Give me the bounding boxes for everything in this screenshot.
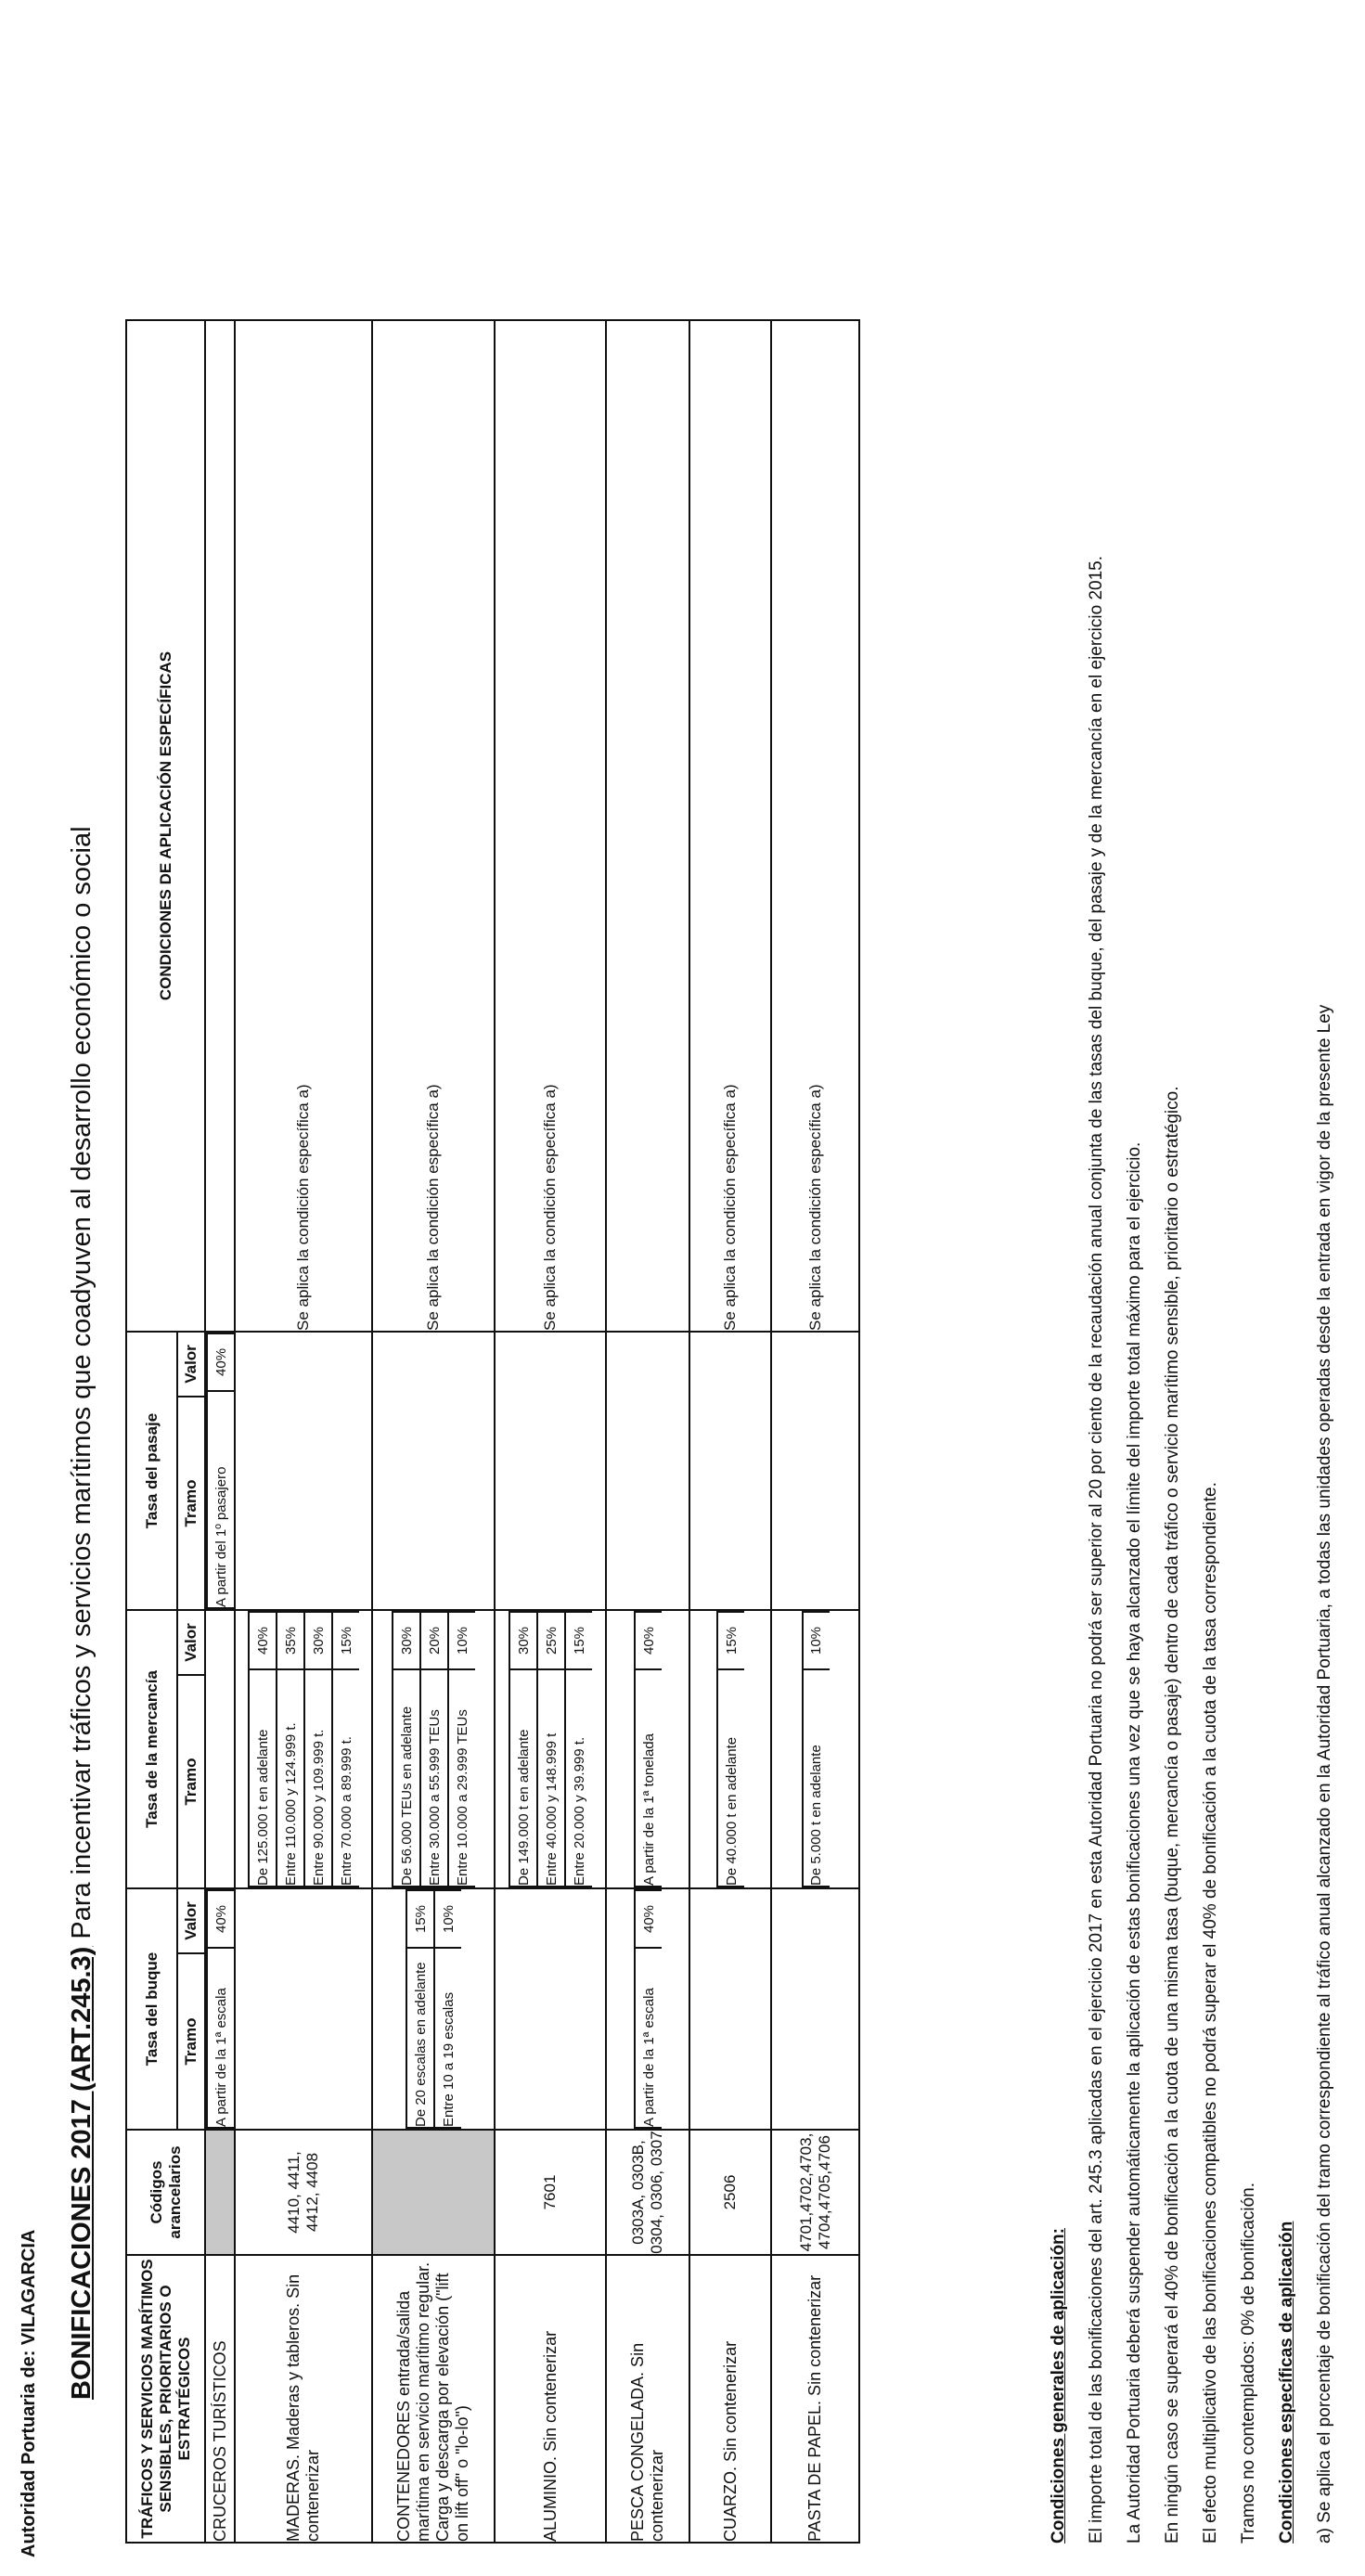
table-row <box>235 320 372 2543</box>
buque-tramo: De 20 escalas en adelante <box>406 1948 434 2128</box>
mercancia-valor: 20% <box>420 1612 448 1669</box>
mercancia-tramo-row <box>565 1612 592 1887</box>
mercancia-tramo-row <box>332 1612 359 1887</box>
mercancia-tramo: De 40.000 t en adelante <box>717 1669 744 1887</box>
header-buque-valor: Valor <box>177 1888 205 1953</box>
pasaje-tramo: A partir del 1º pasajero <box>207 1391 234 1608</box>
mercancia-valor: 35% <box>277 1612 304 1669</box>
buque-tramos <box>634 1889 662 2129</box>
row-codigos <box>205 2130 235 2255</box>
pasaje-cell <box>235 1332 372 1610</box>
buque-cell <box>606 1888 689 2130</box>
table-body <box>205 320 859 2543</box>
specific-conditions-heading: Condiciones específicas de aplicación <box>1277 2221 1296 2544</box>
mercancia-valor: 10% <box>803 1612 830 1669</box>
general-condition-item: Tramos no contemplados: 0% de bonificación. <box>1239 2182 1258 2544</box>
mercancia-tramos <box>392 1611 475 1887</box>
mercancia-tramos <box>248 1611 359 1887</box>
mercancia-tramo: Entre 30.000 a 55.999 TEUs <box>420 1669 448 1887</box>
row-trafico: ALUMINIO. Sin contenerizar <box>495 2255 606 2543</box>
mercancia-tramo: A partir de la 1ª tonelada <box>635 1669 662 1887</box>
mercancia-valor: 30% <box>304 1612 332 1669</box>
row-trafico: PASTA DE PAPEL. Sin contenerizar <box>771 2255 859 2543</box>
general-condition-item: La Autoridad Portuaria deberá suspender automáticamente la aplicación de estas bonificaciones una vez que se haya alcanzado el límite del importe total máximo para el ejercicio. <box>1125 1141 1144 2544</box>
mercancia-valor: 10% <box>448 1612 475 1669</box>
organization-label: Autoridad Portuaria de: VILAGARCIA <box>19 2229 39 2557</box>
general-condition-item: En ningún caso se superará el 40% de bonificación a la cuota de una misma tasa (buque, mercancía o pasaje) dentro de cada tráfico o servicio marítimo sensible, prioritario o estratégico. <box>1163 1086 1182 2544</box>
mercancia-valor: 30% <box>509 1612 537 1669</box>
pasaje-cell <box>372 1332 495 1610</box>
mercancia-valor: 15% <box>717 1612 744 1669</box>
row-condicion <box>606 320 689 1332</box>
header-condiciones: CONDICIONES DE APLICACIÓN ESPECÍFICAS <box>126 320 205 1332</box>
mercancia-tramo: Entre 70.000 a 89.999 t. <box>332 1669 359 1887</box>
buque-cell <box>235 1888 372 2130</box>
mercancia-tramo: Entre 20.000 y 39.999 t. <box>565 1669 592 1887</box>
bonificaciones-table <box>125 319 860 2544</box>
row-codigos: 2506 <box>689 2130 771 2255</box>
header-trafico: TRÁFICOS Y SERVICIOS MARÍTIMOS SENSIBLES, PRIORITARIOS O ESTRATÉGICOS <box>126 2255 205 2543</box>
buque-tramo-row <box>434 1890 461 2128</box>
buque-tramo: A partir de la 1ª escala <box>635 1948 662 2128</box>
buque-cell <box>372 1888 495 2130</box>
row-codigos: 7601 <box>495 2130 606 2255</box>
row-condicion <box>205 320 235 1332</box>
row-condicion: Se aplica la condición específica a) <box>235 320 372 1332</box>
buque-valor: 40% <box>635 1890 662 1948</box>
header-codigos: Códigos arancelarios <box>126 2130 205 2255</box>
general-condition-item: El efecto multiplicativo de las bonificaciones compatibles no podrá superar el 40% de bonificación a la cuota de la tasa correspondiente. <box>1201 1482 1220 2544</box>
mercancia-cell <box>689 1610 771 1888</box>
row-trafico: CUARZO. Sin contenerizar <box>689 2255 771 2543</box>
mercancia-tramo-row <box>635 1612 662 1887</box>
mercancia-tramo: De 125.000 t en adelante <box>249 1669 277 1887</box>
row-codigos: 4410, 4411, 4412, 4408 <box>235 2130 372 2255</box>
buque-tramo-row <box>406 1890 434 2128</box>
pasaje-cell <box>205 1332 235 1610</box>
row-trafico: CONTENEDORES entrada/salida marítima en servicio marítimo regular. Carga y descarga por elevación ("lift on lift off" o "lo-lo") <box>372 2255 495 2543</box>
header-tasa-mercancia: Tasa de la mercancía <box>126 1610 177 1888</box>
mercancia-tramo-row <box>304 1612 332 1887</box>
header-tasa-buque: Tasa del buque <box>126 1888 177 2130</box>
row-trafico: PESCA CONGELADA. Sin contenerizar <box>606 2255 689 2543</box>
buque-tramo-row <box>207 1890 234 2128</box>
mercancia-valor: 15% <box>565 1612 592 1669</box>
mercancia-tramo-row <box>803 1612 830 1887</box>
buque-tramo: A partir de la 1ª escala <box>207 1948 234 2128</box>
table-row <box>689 320 771 2543</box>
mercancia-tramos <box>634 1611 662 1887</box>
mercancia-tramo-row <box>249 1612 277 1887</box>
mercancia-cell <box>235 1610 372 1888</box>
pasaje-cell <box>689 1332 771 1610</box>
page-title <box>67 826 97 2400</box>
row-codigos <box>372 2130 495 2255</box>
row-trafico: MADERAS. Maderas y tableros. Sin contenerizar <box>235 2255 372 2543</box>
mercancia-cell <box>495 1610 606 1888</box>
header-tasa-pasaje: Tasa del pasaje <box>126 1332 177 1610</box>
mercancia-tramo-row <box>717 1612 744 1887</box>
title-main: BONIFICACIONES 2017 (ART.245.3) <box>67 1946 97 2400</box>
mercancia-valor: 25% <box>537 1612 565 1669</box>
mercancia-valor: 40% <box>249 1612 277 1669</box>
row-condicion: Se aplica la condición específica a) <box>495 320 606 1332</box>
buque-tramo: Entre 10 a 19 escalas <box>434 1948 461 2128</box>
mercancia-tramo-row <box>448 1612 475 1887</box>
mercancia-tramo-row <box>537 1612 565 1887</box>
mercancia-cell <box>372 1610 495 1888</box>
mercancia-tramos <box>716 1611 744 1887</box>
mercancia-cell <box>205 1610 235 1888</box>
header-mercancia-valor: Valor <box>177 1610 205 1675</box>
mercancia-tramos <box>509 1611 592 1887</box>
header-buque-tramo: Tramo <box>177 1953 205 2130</box>
mercancia-tramo: Entre 110.000 y 124.999 t. <box>277 1669 304 1887</box>
pasaje-tramos <box>206 1333 234 1609</box>
title-subtitle: Para incentivar tráficos y servicios marítimos que coadyuven al desarrollo económico o social <box>67 826 97 1947</box>
header-pasaje-valor: Valor <box>177 1332 205 1397</box>
mercancia-tramo-row <box>393 1612 420 1887</box>
mercancia-tramo: Entre 10.000 a 29.999 TEUs <box>448 1669 475 1887</box>
mercancia-tramo-row <box>277 1612 304 1887</box>
buque-tramo-row <box>635 1890 662 2128</box>
mercancia-valor: 15% <box>332 1612 359 1669</box>
mercancia-tramo: De 149.000 t en adelante <box>509 1669 537 1887</box>
table-row <box>372 320 495 2543</box>
buque-cell <box>689 1888 771 2130</box>
table-row <box>205 320 235 2543</box>
mercancia-tramo-row <box>509 1612 537 1887</box>
mercancia-valor: 30% <box>393 1612 420 1669</box>
mercancia-tramo: Entre 40.000 y 148.999 t <box>537 1669 565 1887</box>
mercancia-tramo: Entre 90.000 y 109.999 t. <box>304 1669 332 1887</box>
pasaje-cell <box>495 1332 606 1610</box>
buque-valor: 40% <box>207 1890 234 1948</box>
general-condition-item: El importe total de las bonificaciones del art. 245.3 aplicadas en el ejercicio 2017 en esta Autoridad Portuaria no podrá ser superior al 20 por ciento de la recaudación anual conjunta de las tasas del buque, del pasaje y de la mercancía en el ejercicio 2015. <box>1087 555 1106 2544</box>
row-codigos: 0303A, 0303B, 0304, 0306, 0307 <box>606 2130 689 2255</box>
table-row <box>606 320 689 2543</box>
pasaje-cell <box>606 1332 689 1610</box>
mercancia-cell <box>771 1610 859 1888</box>
mercancia-tramos <box>802 1611 830 1887</box>
header-pasaje-tramo: Tramo <box>177 1397 205 1610</box>
buque-cell <box>771 1888 859 2130</box>
row-codigos: 4701,4702,4703, 4704,4705,4706 <box>771 2130 859 2255</box>
mercancia-tramo: De 5.000 t en adelante <box>803 1669 830 1887</box>
mercancia-tramo-row <box>420 1612 448 1887</box>
pasaje-valor: 40% <box>207 1333 234 1391</box>
buque-tramos <box>406 1889 461 2129</box>
general-conditions-heading: Condiciones generales de aplicación: <box>1049 2228 1068 2544</box>
row-condicion: Se aplica la condición específica a) <box>372 320 495 1332</box>
buque-tramos <box>206 1889 234 2129</box>
table-row <box>495 320 606 2543</box>
buque-valor: 10% <box>434 1890 461 1948</box>
row-condicion: Se aplica la condición específica a) <box>689 320 771 1332</box>
buque-valor: 15% <box>406 1890 434 1948</box>
specific-condition-item: a) Se aplica el porcentaje de bonificación del tramo correspondiente al tráfico anual alcanzado en la Autoridad Portuaria, a todas las unidades operadas desde la entrada en vigor de la presente Ley <box>1315 1004 1334 2544</box>
mercancia-valor: 40% <box>635 1612 662 1669</box>
buque-cell <box>495 1888 606 2130</box>
table-row <box>771 320 859 2543</box>
row-condicion: Se aplica la condición específica a) <box>771 320 859 1332</box>
pasaje-tramo-row <box>207 1333 234 1608</box>
row-trafico: CRUCEROS TURÍSTICOS <box>205 2255 235 2543</box>
buque-cell <box>205 1888 235 2130</box>
mercancia-cell <box>606 1610 689 1888</box>
pasaje-cell <box>771 1332 859 1610</box>
header-mercancia-tramo: Tramo <box>177 1675 205 1888</box>
mercancia-tramo: De 56.000 TEUs en adelante <box>393 1669 420 1887</box>
